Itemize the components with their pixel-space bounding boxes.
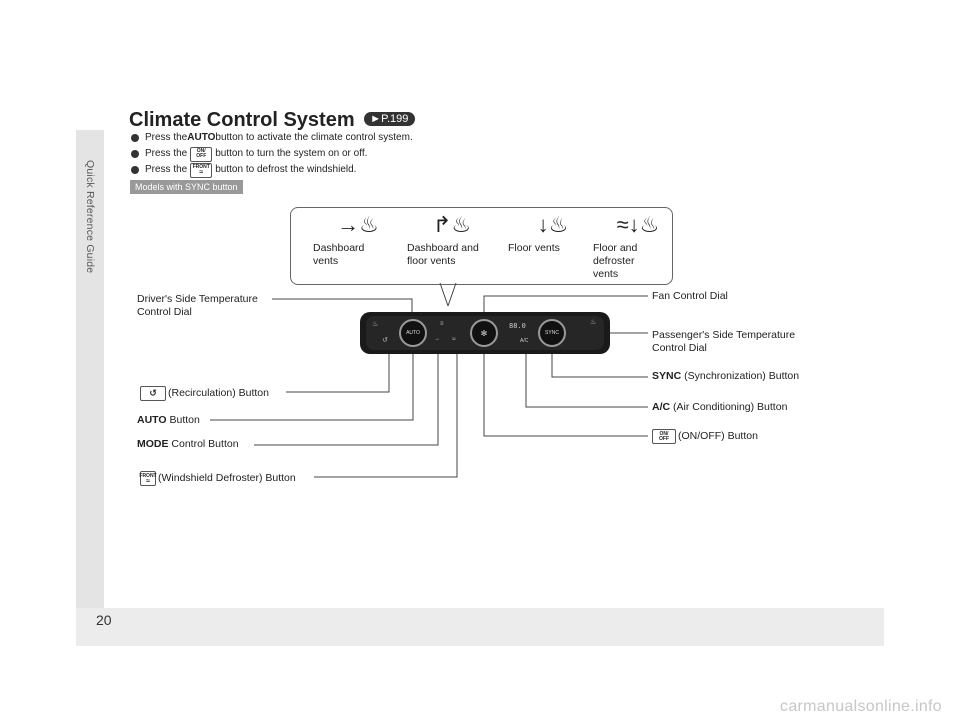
off-label: OFF [659,435,669,442]
callout-line: Driver's Side Temperature [137,293,258,305]
models-badge: Models with SYNC button [130,180,243,194]
front-label: FRONT [139,472,157,479]
callout-keyword: SYNC [652,370,682,382]
vent-label-line: Dashboard and [407,242,479,254]
defroster-callout [140,471,296,486]
sync-button-callout [652,370,799,383]
on-label: ON/ [659,430,669,437]
callout-line: Control Dial [652,342,707,354]
side-section-label: Quick Reference Guide [84,160,96,274]
dashboard-vent-icon: →♨ [337,212,379,237]
recirculation-callout [140,386,269,401]
front-defrost-icon: FRONT ≈ [190,163,212,178]
windshield-defroster-button[interactable]: ≈ [452,336,456,343]
passenger-seat-heater-icon[interactable]: ♨ [590,319,597,326]
auto-keyword: AUTO [187,132,216,143]
callout-line: (Air Conditioning) Button [670,401,788,413]
passenger-temperature-callout [652,329,795,355]
off-label: OFF [196,153,207,159]
callout-line: Control Button [168,438,239,450]
auto-button-label: AUTO [406,330,420,336]
vent-label-line: Dashboard [313,242,365,254]
front-label: FRONT [192,164,210,170]
callout-line: (Recirculation) Button [168,387,269,399]
vent-label-line: Floor and [593,242,638,254]
fan-control-dial[interactable] [470,319,498,347]
callout-line: Passenger's Side Temperature [652,329,796,341]
vent-box-pointer [440,283,448,306]
front-defrost-icon: FRONT ≈ [139,472,157,485]
passenger-temperature-dial[interactable] [538,319,566,347]
on-label: ON/ [196,148,206,154]
page-reference-text: P.199 [381,112,409,125]
on-off-button-icon [652,429,676,444]
bullet-text-pre: Press the [145,148,188,159]
bullet-text-pre: Press the [145,164,188,175]
driver-temperature-callout [137,293,258,319]
rear-defroster-icon[interactable]: ≡ [440,321,444,327]
bullet-text-post: button to defrost the windshield. [215,164,357,175]
mode-control-button[interactable]: → [434,336,440,342]
recirculation-button[interactable]: ↺ [382,337,388,344]
callout-line: (ON/OFF) Button [678,430,758,442]
floor-vent-icon: ↓♨ [537,212,569,237]
callout-line: Button [166,414,200,426]
temperature-display: 88.0 [509,322,526,330]
driver-temperature-dial[interactable] [399,319,427,347]
mode-button-callout [137,438,239,451]
callout-keyword: A/C [652,401,671,413]
fan-dial-callout: Fan Control Dial [652,290,728,302]
driver-seat-heater-icon[interactable]: ♨ [372,321,379,328]
page-number: 20 [96,612,112,628]
dashboard-floor-vent-icon: ↱♨ [432,212,472,237]
vent-label-line: vents [593,268,619,280]
callout-line: Control Dial [137,306,192,318]
callout-keyword: AUTO [137,414,167,426]
auto-button-callout [137,414,200,427]
floor-defroster-vent-icon: ≈↓♨ [616,212,660,237]
fan-icon: ✻ [480,328,488,338]
ac-button-callout [652,401,787,414]
vent-label-line: defroster [593,255,635,267]
watermark: carmanualsonline.info [780,698,942,715]
callout-keyword: MODE [137,438,169,450]
callout-line: (Windshield Defroster) Button [158,472,296,484]
bullet-text-post: button to activate the climate control system. [215,132,413,143]
title-text: Climate Control System [129,109,355,131]
recirculation-icon: ↺ [140,386,166,401]
ac-button[interactable]: A/C [520,338,529,344]
vent-label-line: Floor vents [508,242,560,254]
sync-button-label: SYNC [545,330,559,336]
vent-label-line: floor vents [407,255,456,267]
vent-label-line: vents [313,255,339,267]
page-reference-link[interactable]: ►P.199 [364,112,415,126]
on-off-callout [652,429,758,444]
bullet-text-post: button to turn the system on or off. [215,148,368,159]
callout-line: (Synchronization) Button [681,370,800,382]
bullet-text-pre: Press the [145,132,188,143]
